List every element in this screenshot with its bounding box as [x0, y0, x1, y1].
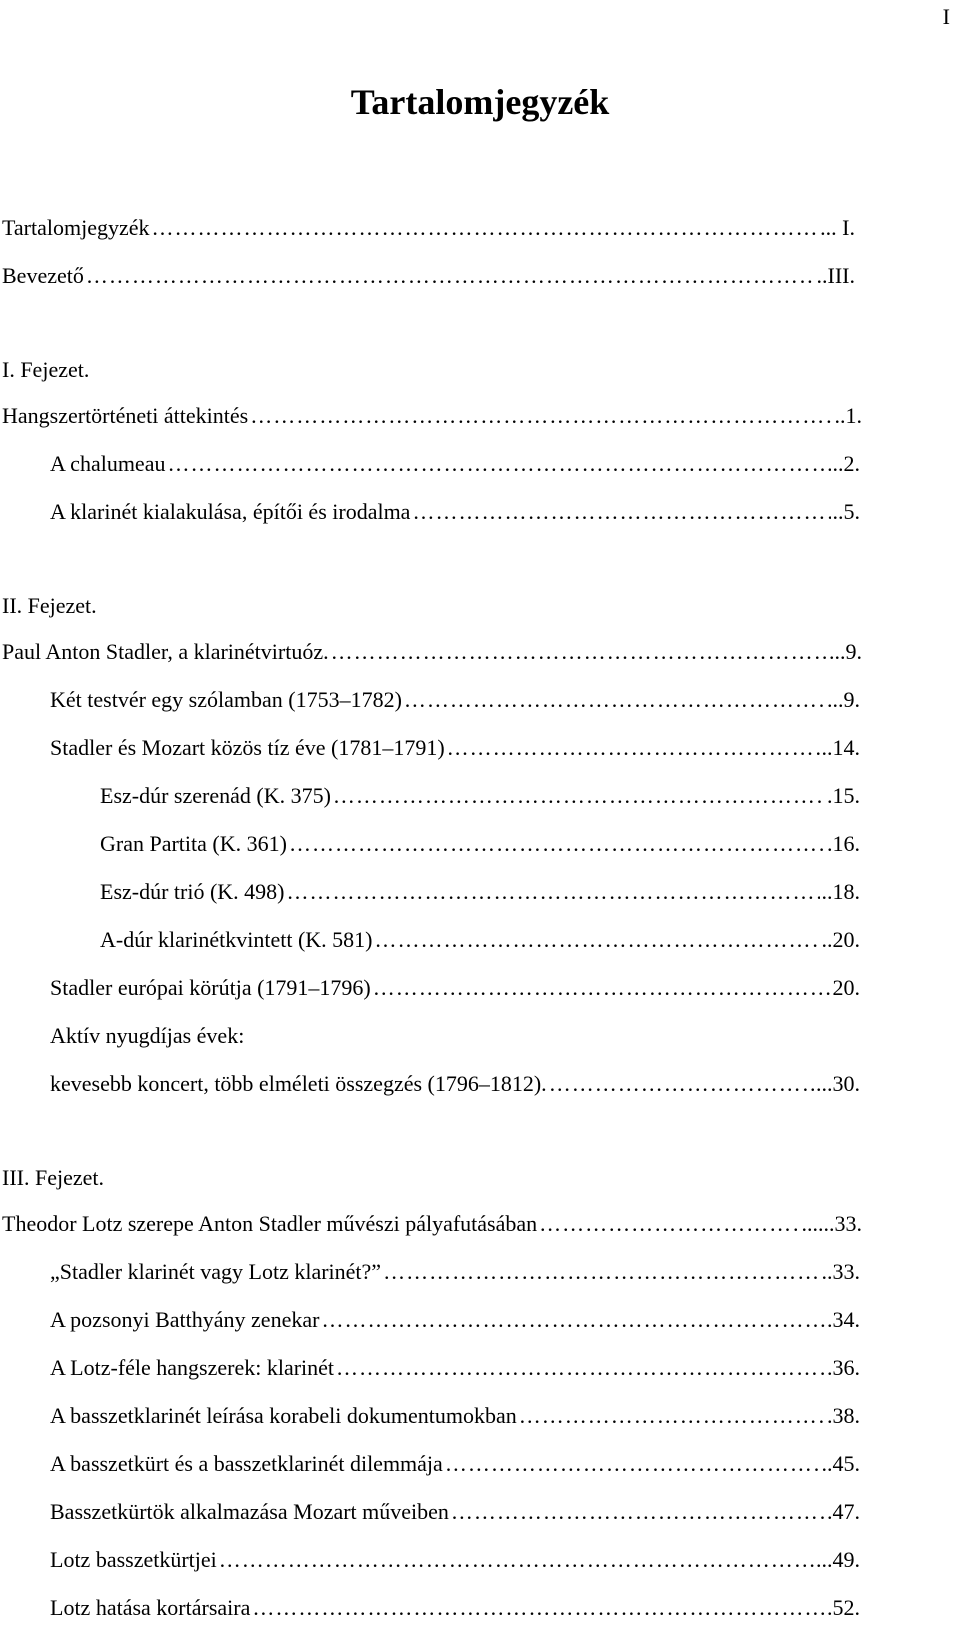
toc-entry-gran-partita[interactable] — [0, 820, 960, 868]
dot-leader — [404, 687, 825, 713]
toc-page-number: .52. — [827, 1595, 860, 1620]
chapter-heading-2 — [0, 584, 960, 628]
chapter-heading-text: III. Fejezet. — [2, 1165, 104, 1190]
dot-leader — [333, 783, 825, 809]
toc-entry-text: Hangszertörténeti áttekintés — [2, 403, 249, 428]
spacer — [0, 300, 960, 348]
dot-leader — [412, 499, 830, 525]
toc-entry-aktiv-nyugdijas-line1 — [0, 1012, 960, 1060]
toc-entry-text: Stadler európai körútja (1791–1796) — [50, 975, 371, 1000]
toc-entry-text: Stadler és Mozart közös tíz éve (1781–1791) — [50, 735, 445, 760]
toc-entry-text: Bevezető — [2, 263, 84, 288]
toc-entry-lotz-hatasa[interactable] — [0, 1584, 960, 1632]
toc-page-number: ...9. — [827, 687, 860, 712]
toc-entry-esz-dur-trio[interactable] — [0, 868, 960, 916]
toc-entry-stadler-es-mozart[interactable] — [0, 724, 960, 772]
toc-entry-text: A klarinét kialakulása, építői és irodalma — [50, 499, 411, 524]
toc-entry-paul-anton-stadler[interactable] — [0, 628, 960, 676]
toc-entry-text: Basszetkürtök alkalmazása Mozart műveiben — [50, 1499, 449, 1524]
toc-entry-basszetkurtok-mozart[interactable] — [0, 1488, 960, 1536]
toc-page-number: .34. — [827, 1307, 860, 1332]
page-title: Tartalomjegyzék — [350, 82, 610, 122]
toc-page-number: ......33. — [801, 1211, 862, 1236]
dot-leader — [383, 1259, 819, 1285]
toc-entry-stadler-vagy-lotz[interactable] — [0, 1248, 960, 1296]
dot-leader — [451, 1499, 825, 1525]
dot-leader — [447, 735, 820, 761]
toc-entry-text: A Lotz-féle hangszerek: klarinét — [50, 1355, 335, 1380]
toc-entry-esz-dur-szerenad[interactable] — [0, 772, 960, 820]
dot-leader — [375, 927, 820, 953]
toc-page-number: ..33. — [821, 1259, 860, 1284]
toc-entry-stadler-europai-korutja[interactable] — [0, 964, 960, 1012]
toc-entry-bevezeto[interactable] — [0, 252, 960, 300]
toc-entry-pozsonyi-batthyany[interactable] — [0, 1296, 960, 1344]
toc-page-number: .16. — [827, 831, 860, 856]
dot-leader — [86, 263, 815, 289]
toc-entry-lotz-fele-hangszerek[interactable] — [0, 1344, 960, 1392]
dot-leader — [336, 1355, 825, 1381]
chapter-heading-1 — [0, 348, 960, 392]
chapter-heading-text: I. Fejezet. — [2, 357, 90, 382]
toc-entry-text: Esz-dúr trió (K. 498) — [100, 879, 285, 904]
toc-entry-text: Aktív nyugdíjas évek: — [50, 1023, 245, 1048]
chapter-heading-3 — [0, 1156, 960, 1200]
chapter-heading-text: II. Fejezet. — [2, 593, 97, 618]
toc-entry-text: Esz-dúr szerenád (K. 375) — [100, 783, 331, 808]
toc-entry-chalumeau[interactable] — [0, 440, 960, 488]
toc-page-number: .38. — [827, 1403, 860, 1428]
dot-leader — [152, 215, 819, 241]
toc-entry-text: A pozsonyi Batthyány zenekar — [50, 1307, 320, 1332]
toc-entry-text: „Stadler klarinét vagy Lotz klarinét?” — [50, 1259, 382, 1284]
dot-leader — [321, 1307, 825, 1333]
toc-entry-text: Lotz basszetkürtjei — [50, 1547, 217, 1572]
toc-entry-tartalomjegyzek[interactable] — [0, 204, 960, 252]
dot-leader — [219, 1547, 814, 1573]
toc-entry-a-dur-klarinetkvintett[interactable] — [0, 916, 960, 964]
dot-leader — [287, 879, 820, 905]
dot-leader — [519, 1403, 825, 1429]
dot-leader — [250, 403, 832, 429]
toc-page-number: ...30. — [816, 1071, 860, 1096]
toc-entry-text: kevesebb koncert, több elméleti összegzés (1796–1812). — [50, 1071, 547, 1096]
toc-page-number: ..14. — [821, 735, 860, 760]
dot-leader — [549, 1071, 814, 1097]
toc-page-number: ...9. — [829, 639, 862, 664]
toc-entry-text: Lotz hatása kortársaira — [50, 1595, 251, 1620]
toc-entry-ket-testver[interactable] — [0, 676, 960, 724]
toc-page-number: ..2. — [832, 451, 860, 476]
toc-entry-text: A-dúr klarinétkvintett (K. 581) — [100, 927, 373, 952]
page-number: I — [942, 4, 950, 29]
toc-page-number: .15. — [827, 783, 860, 808]
toc-page-number: ..III. — [816, 263, 855, 288]
toc-page-number: ...49. — [816, 1547, 860, 1572]
toc-entry-text: Theodor Lotz szerepe Anton Stadler művészi pályafutásában — [2, 1211, 538, 1236]
toc-entry-theodor-lotz[interactable] — [0, 1200, 960, 1248]
dot-leader — [373, 975, 831, 1001]
dot-leader — [289, 831, 825, 857]
toc-entry-text: A basszetklarinét leírása korabeli dokumentumokban — [50, 1403, 517, 1428]
dot-leader — [539, 1211, 799, 1237]
toc-entry-hangszertorteneti[interactable] — [0, 392, 960, 440]
toc-page-number: .36. — [827, 1355, 860, 1380]
toc-page-number: ..1. — [834, 403, 862, 428]
spacer — [0, 536, 960, 584]
toc-entry-basszetkurt-dilemmaja[interactable] — [0, 1440, 960, 1488]
toc-page-number: ..18. — [821, 879, 860, 904]
toc-entry-aktiv-nyugdijas[interactable] — [0, 1060, 960, 1108]
toc-entry-text: Paul Anton Stadler, a klarinétvirtuóz. — [2, 639, 329, 664]
toc-page-number: ..5. — [832, 499, 860, 524]
toc-entry-text: A chalumeau — [50, 451, 166, 476]
toc-entry-klarinet-kialakulasa[interactable] — [0, 488, 960, 536]
toc-entry-text: Két testvér egy szólamban (1753–1782) — [50, 687, 402, 712]
toc-page-number: 20. — [832, 975, 860, 1000]
toc-entry-text: Tartalomjegyzék — [2, 215, 150, 240]
toc-page-number: ... I. — [820, 215, 855, 240]
spacer — [0, 1108, 960, 1156]
dot-leader — [445, 1451, 820, 1477]
toc-page-number: ..45. — [821, 1451, 860, 1476]
toc-entry-text: Gran Partita (K. 361) — [100, 831, 287, 856]
dot-leader — [252, 1595, 825, 1621]
toc-entry-text: A basszetkürt és a basszetklarinét dilemmája — [50, 1451, 443, 1476]
toc-entry-lotz-basszetkurtjei[interactable] — [0, 1536, 960, 1584]
toc-page-number: .47. — [827, 1499, 860, 1524]
toc-page-number: ..20. — [821, 927, 860, 952]
toc-entry-basszetklarinet-leirasa[interactable] — [0, 1392, 960, 1440]
dot-leader — [167, 451, 830, 477]
dot-leader — [331, 639, 827, 665]
table-of-contents — [0, 204, 960, 1632]
